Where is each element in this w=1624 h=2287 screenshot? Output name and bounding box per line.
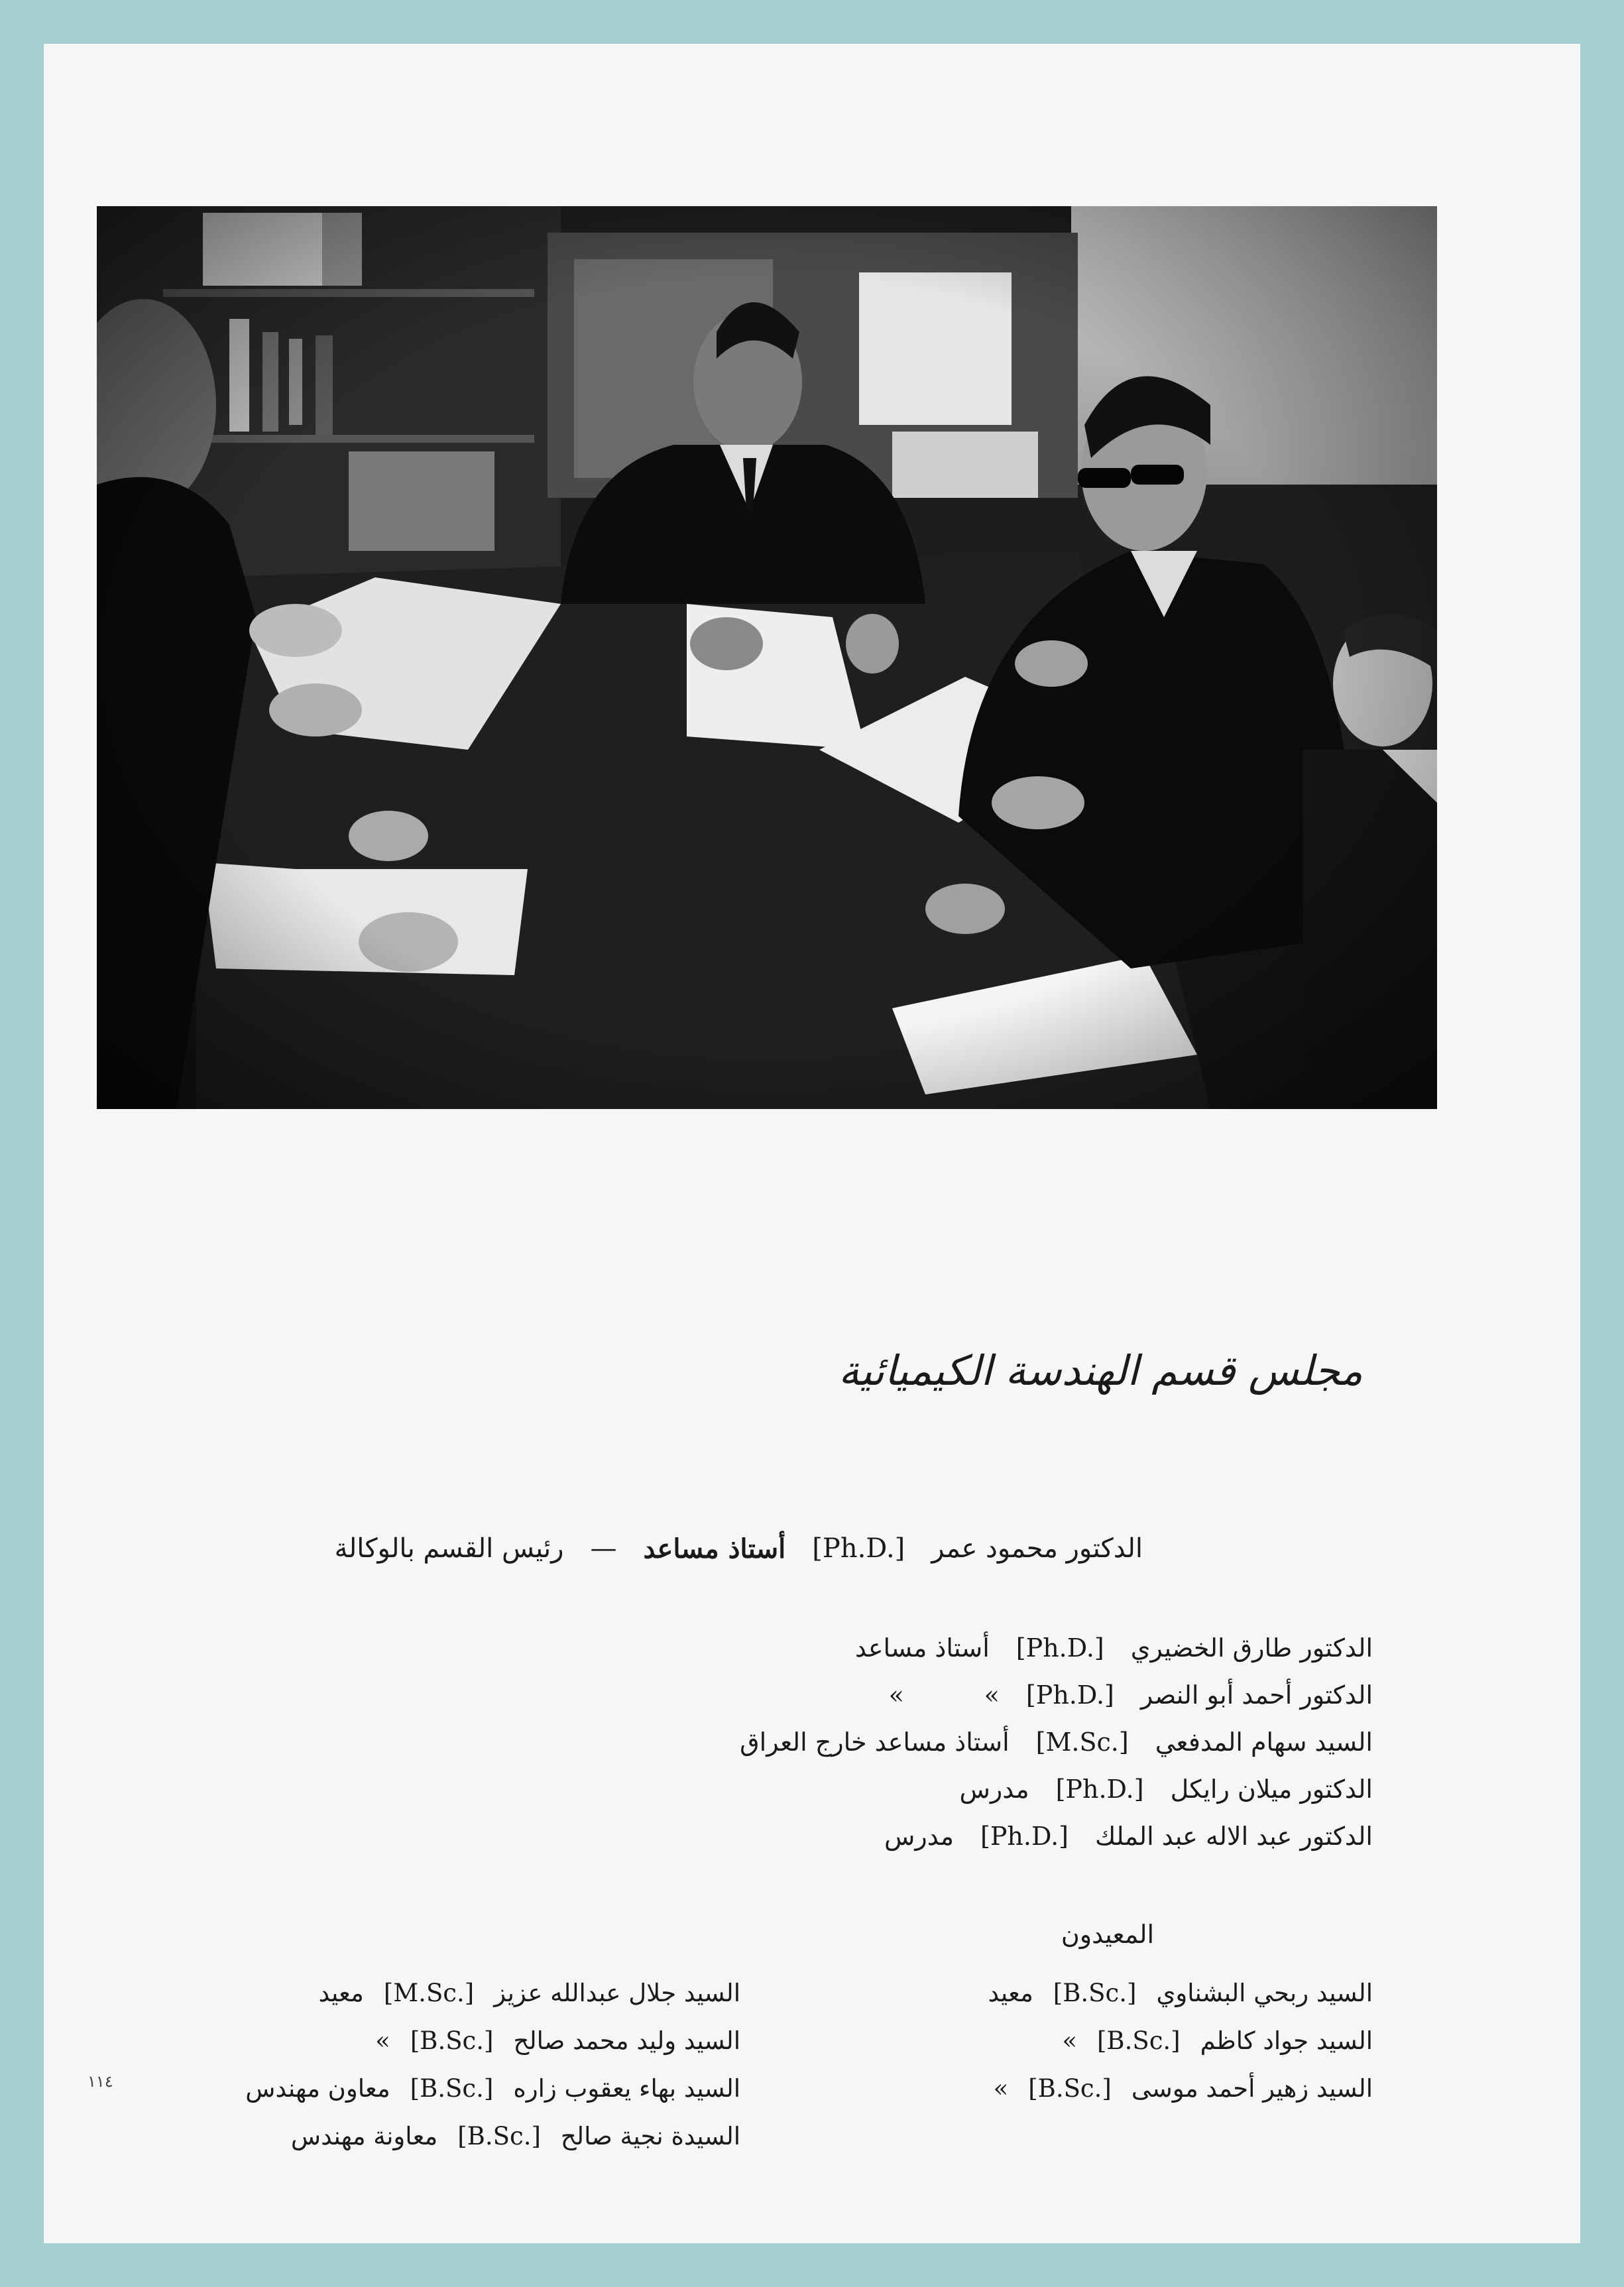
assistant-degree: [B.Sc.] (457, 2122, 541, 2150)
list-item (445, 1719, 1373, 1766)
staff-degree: [Ph.D.] (980, 1822, 1069, 1851)
list-item (445, 1625, 1373, 1672)
head-position: أستاذ مساعد (643, 1533, 786, 1564)
assistant-rank: معيد (988, 1979, 1033, 2007)
list-item (445, 1672, 1373, 1719)
list-item (909, 2017, 1373, 2065)
assistant-degree: [B.Sc.] (1028, 2074, 1112, 2103)
staff-rank: مدرس (884, 1822, 955, 1851)
assistant-rank: معاونة مهندس (290, 2122, 438, 2150)
assistant-degree: [B.Sc.] (1096, 2026, 1181, 2055)
list-item (909, 1969, 1373, 2017)
department-head (335, 1525, 1143, 1572)
staff-rank: أستاذ مساعد خارج العراق (740, 1728, 1010, 1757)
assistants-list-right (909, 1969, 1373, 2113)
staff-degree: [Ph.D.] (1025, 1680, 1114, 1710)
page-title: مجلس قسم الهندسة الكيميائية (839, 1346, 1363, 1395)
staff-degree: [Ph.D.] (1015, 1633, 1104, 1663)
staff-list (445, 1625, 1373, 1860)
assistant-rank: معاون مهندس (245, 2074, 390, 2103)
assistants-heading: المعيدون (1061, 1920, 1154, 1949)
list-item (144, 2017, 740, 2065)
assistant-degree: [B.Sc.] (410, 2074, 494, 2103)
staff-name: السيد سهام المدفعي (1155, 1728, 1373, 1757)
staff-degree: [M.Sc.] (1035, 1728, 1129, 1757)
list-item (445, 1766, 1373, 1813)
staff-name: الدكتور أحمد أبو النصر (1140, 1680, 1373, 1710)
staff-name: الدكتور عبد الاله عبد الملك (1094, 1822, 1373, 1851)
meeting-photograph (97, 206, 1437, 1109)
assistant-degree: [M.Sc.] (383, 1979, 475, 2007)
head-degree: [Ph.D.] (812, 1533, 905, 1564)
head-dash: — (590, 1533, 617, 1564)
assistant-name: السيد جواد كاظم (1200, 2026, 1373, 2055)
assistant-name: السيد وليد محمد صالح (513, 2026, 740, 2055)
list-item (909, 2065, 1373, 2113)
assistant-name: السيد جلال عبدالله عزيز (494, 1979, 740, 2007)
assistant-rank: » (375, 2026, 390, 2055)
assistant-rank: » (993, 2074, 1009, 2103)
assistants-list-left (144, 1969, 740, 2160)
photo-icon (97, 206, 1437, 1109)
assistant-degree: [B.Sc.] (410, 2026, 494, 2055)
assistant-rank: معيد (318, 1979, 364, 2007)
list-item (445, 1813, 1373, 1860)
list-item (144, 2113, 740, 2160)
assistant-name: السيد بهاء يعقوب زاره (513, 2074, 740, 2103)
staff-rank: أستاذ مساعد (854, 1633, 990, 1663)
staff-rank: » » (888, 1680, 1000, 1710)
staff-rank: مدرس (959, 1775, 1029, 1804)
document-page (44, 44, 1580, 2243)
staff-degree: [Ph.D.] (1055, 1775, 1144, 1804)
page-number: ١١٤ (87, 2072, 113, 2091)
list-item (144, 2065, 740, 2113)
assistant-degree: [B.Sc.] (1053, 1979, 1137, 2007)
head-name: الدكتور محمود عمر (931, 1533, 1143, 1564)
staff-name: الدكتور ميلان رايكل (1170, 1775, 1373, 1804)
assistant-name: السيد زهير أحمد موسى (1131, 2074, 1373, 2103)
staff-name: الدكتور طارق الخضيري (1130, 1633, 1373, 1663)
list-item (144, 1969, 740, 2017)
assistant-rank: » (1062, 2026, 1077, 2055)
assistant-name: السيدة نجية صالح (560, 2122, 740, 2150)
assistant-name: السيد ربحي البشناوي (1156, 1979, 1373, 2007)
head-role: رئيس القسم بالوكالة (334, 1533, 564, 1564)
